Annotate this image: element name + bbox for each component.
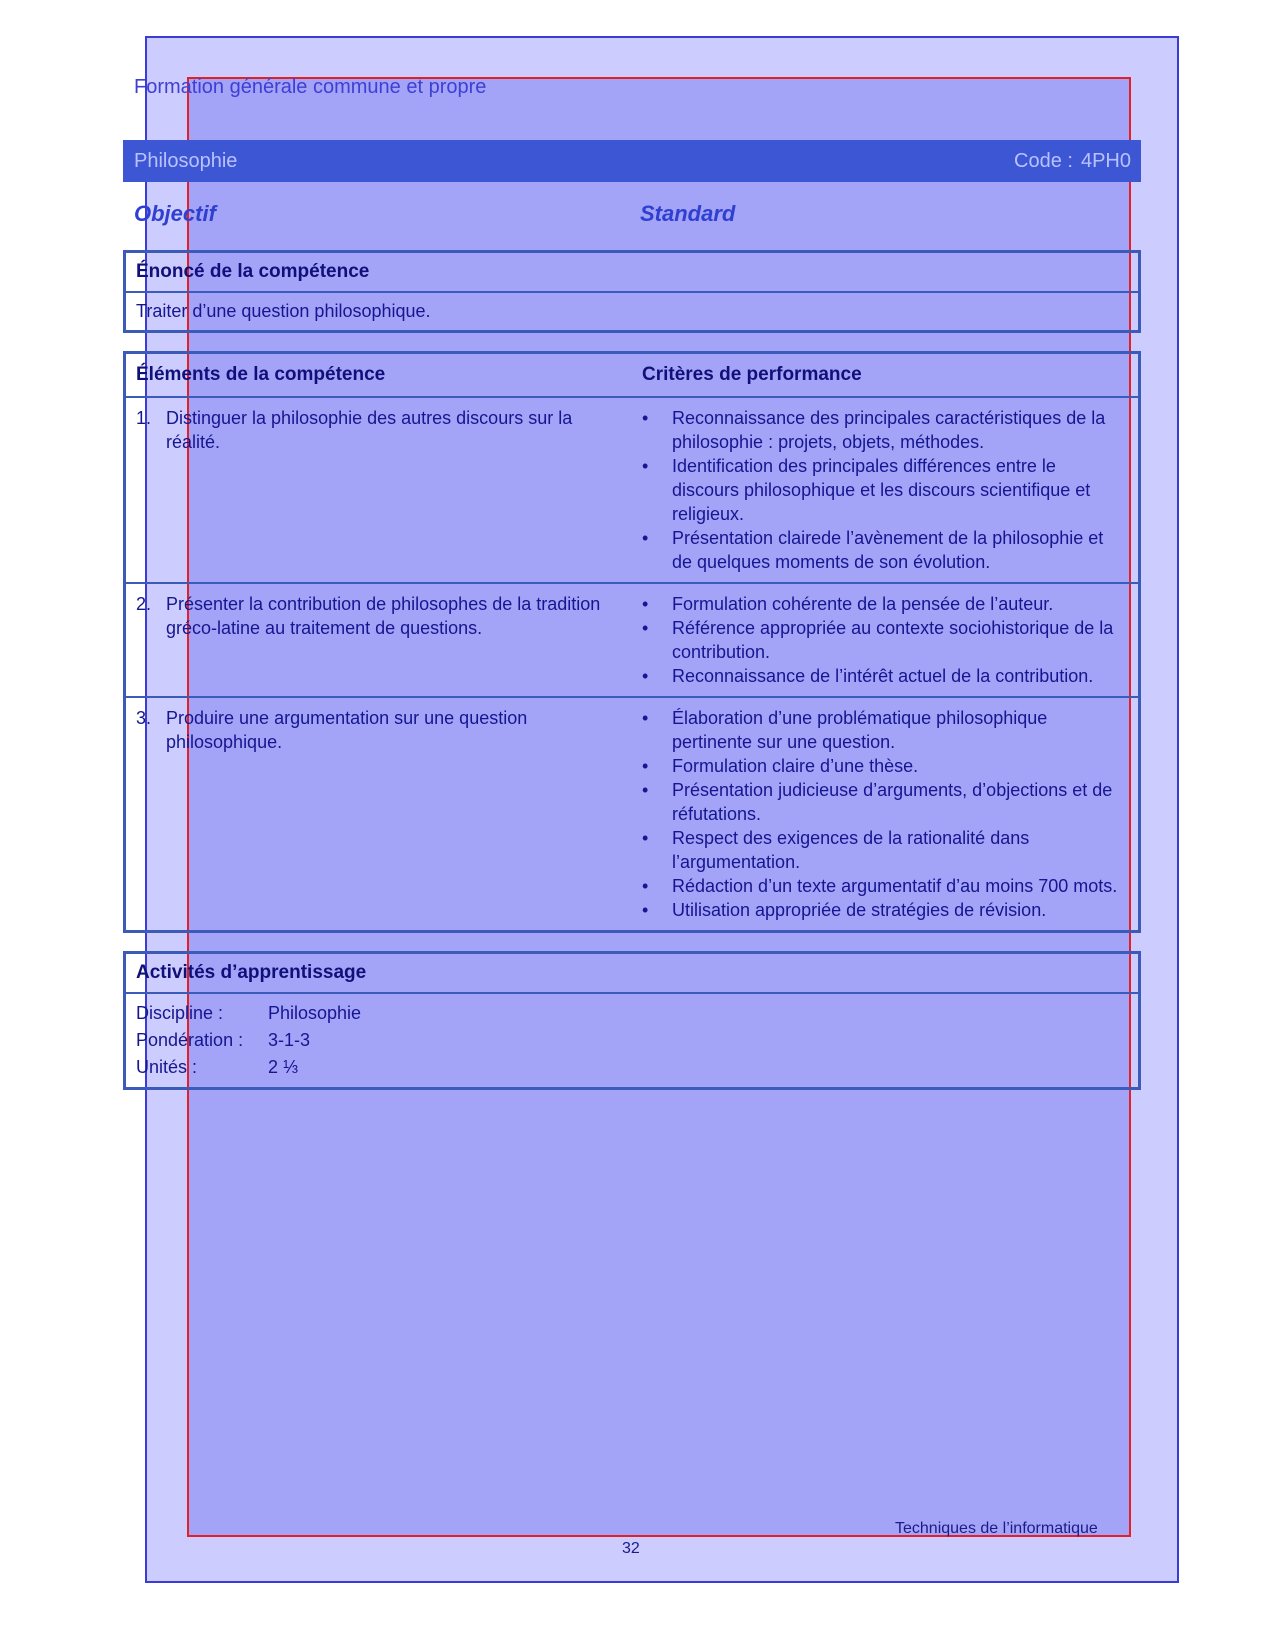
document-content — [123, 70, 1141, 1090]
criteria-item — [642, 664, 1122, 688]
bullet-icon: • — [642, 876, 649, 896]
activites-box — [123, 951, 1141, 1090]
ponderation-label: Pondération : — [136, 1030, 244, 1050]
criteria-text: Référence appropriée au contexte sociohistorique de la contribution. — [672, 618, 1114, 662]
criteria-item — [642, 406, 1122, 454]
table-row — [126, 696, 1138, 930]
unites-line — [126, 1054, 1138, 1081]
code-value: 4PH0 — [1080, 149, 1131, 172]
criteria-text: Formulation claire d’une thèse. — [672, 756, 919, 776]
competence-box — [123, 250, 1141, 333]
criteria-text: Reconnaissance des principales caractéristiques de la philosophie : projets, objets, méthodes. — [672, 408, 1106, 452]
element-text: Produire une argumentation sur une question philosophique. — [166, 708, 528, 752]
course-header-band — [123, 140, 1141, 182]
criteria-item — [642, 616, 1122, 664]
unites-label: Unités : — [136, 1057, 198, 1077]
objectif-heading: Objectif — [134, 201, 216, 226]
bullet-icon: • — [642, 756, 649, 776]
ponderation-value: 3-1-3 — [268, 1030, 311, 1050]
criteria-text: Reconnaissance de l’intérêt actuel de la contribution. — [672, 666, 1094, 686]
criteria-column-header: Critères de performance — [642, 364, 862, 385]
competence-text: Traiter d’une question philosophique. — [136, 301, 431, 321]
elements-column-header: Éléments de la compétence — [136, 364, 386, 385]
discipline-label: Discipline : — [136, 1003, 224, 1023]
standard-heading: Standard — [640, 201, 736, 226]
course-code — [1014, 150, 1131, 173]
activites-title: Activités d’apprentissage — [126, 954, 1138, 994]
criteria-text: Respect des exigences de la rationalité dans l’argumentation. — [672, 828, 1030, 872]
unites-value: 2 ⅓ — [268, 1057, 299, 1077]
element-number: 2. — [136, 594, 152, 614]
table-row — [126, 582, 1138, 696]
criteria-text: Présentation judicieuse d’arguments, d’objections et de réfutations. — [672, 780, 1113, 824]
criteria-text: Formulation cohérente de la pensée de l’auteur. — [672, 594, 1054, 614]
bullet-icon: • — [642, 528, 649, 548]
bullet-icon: • — [642, 828, 649, 848]
criteria-item — [642, 592, 1122, 616]
ponderation-line — [126, 1027, 1138, 1054]
criteria-text: Rédaction d’un texte argumentatif d’au moins 700 mots. — [672, 876, 1118, 896]
objectif-standard-row — [123, 196, 1141, 232]
criteria-item — [642, 706, 1122, 754]
bullet-icon: • — [642, 618, 649, 638]
criteria-item — [642, 898, 1122, 922]
criteria-text: Utilisation appropriée de stratégies de révision. — [672, 900, 1047, 920]
bullet-icon: • — [642, 780, 649, 800]
table-row — [126, 398, 1138, 582]
competence-title: Énoncé de la compétence — [126, 253, 1138, 293]
elements-table — [123, 351, 1141, 933]
course-title: Philosophie — [134, 149, 238, 172]
elements-table-body — [126, 398, 1138, 930]
criteria-text: Élaboration d’une problématique philosophique pertinente sur une question. — [672, 708, 1048, 752]
element-cell — [136, 592, 642, 688]
criteria-text: Identification des principales différences entre le discours philosophique et les discours scientifique et religieux. — [672, 456, 1091, 524]
footer-program: Techniques de l’informatique — [895, 1520, 1098, 1537]
bullet-icon: • — [642, 900, 649, 920]
element-cell — [136, 706, 642, 922]
criteria-item — [642, 778, 1122, 826]
criteria-text: Présentation clairede l’avènement de la philosophie et de quelques moments de son évolution. — [672, 528, 1104, 572]
element-cell — [136, 406, 642, 574]
elements-table-header — [126, 354, 1138, 398]
bullet-icon: • — [642, 666, 649, 686]
section-title: Formation générale commune et propre — [134, 76, 487, 98]
criteria-item — [642, 754, 1122, 778]
criteria-list — [642, 592, 1122, 688]
element-number: 1. — [136, 408, 152, 428]
criteria-item — [642, 454, 1122, 526]
criteria-item — [642, 874, 1122, 898]
bullet-icon: • — [642, 708, 649, 728]
criteria-item — [642, 826, 1122, 874]
criteria-list — [642, 406, 1122, 574]
discipline-value: Philosophie — [268, 1003, 362, 1023]
element-text: Distinguer la philosophie des autres discours sur la réalité. — [166, 408, 573, 452]
bullet-icon: • — [642, 594, 649, 614]
page-number: 32 — [622, 1540, 640, 1557]
discipline-line — [126, 1000, 1138, 1027]
code-label: Code : — [1014, 149, 1073, 172]
element-text: Présenter la contribution de philosophes de la tradition gréco-latine au traitement de questions. — [166, 594, 601, 638]
element-number: 3. — [136, 708, 152, 728]
bullet-icon: • — [642, 408, 649, 428]
criteria-item — [642, 526, 1122, 574]
criteria-list — [642, 706, 1122, 922]
bullet-icon: • — [642, 456, 649, 476]
